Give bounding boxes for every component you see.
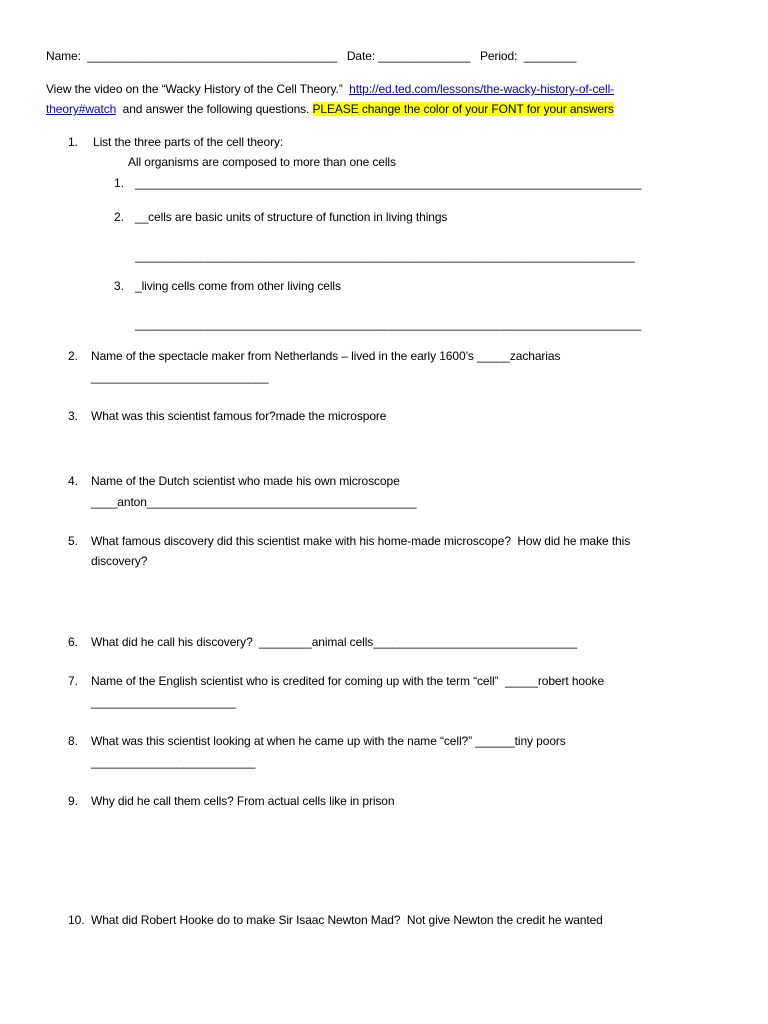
question-text: Name of the Dutch scientist who made his own microscope — [91, 474, 400, 488]
intro-text-1: View the video on the “Wacky History of the Cell Theory.” — [46, 82, 343, 96]
question-number: 8. — [68, 734, 79, 748]
question-number: 7. — [68, 674, 79, 688]
video-link-cont[interactable]: theory#watch — [46, 102, 117, 116]
question-number: 10. — [68, 913, 85, 927]
intro-text-2: and answer the following questions. — [122, 102, 310, 116]
question-text: What did he call his discovery? ________animal cells_______________________________ — [91, 635, 577, 649]
answer-line[interactable]: ____anton_________________________________________ — [91, 495, 417, 509]
question-number: 2. — [68, 349, 79, 363]
sub-number: 1. — [114, 176, 125, 190]
question-text: What was this scientist famous for?made the microspore — [91, 409, 387, 423]
video-link[interactable]: http://ed.ted.com/lessons/the-wacky-history-of-cell- — [349, 82, 615, 96]
question-number: 1. — [68, 135, 79, 149]
question-text-cont: discovery? — [91, 554, 148, 568]
question-number: 4. — [68, 474, 79, 488]
cell-theory-intro: All organisms are composed to more than one cells — [128, 155, 396, 169]
question-text: List the three parts of the cell theory: — [93, 135, 284, 149]
question-number: 3. — [68, 409, 79, 423]
sub-answer-text: _living cells come from other living cells — [135, 279, 341, 293]
question-number: 6. — [68, 635, 79, 649]
question-text: What was this scientist looking at when he came up with the name “cell?” ______tiny poors — [91, 734, 566, 748]
question-number: 9. — [68, 794, 79, 808]
name-date-period-line: Name: ______________________________________ Date: ______________ Period: ________ — [46, 49, 577, 63]
sub-answer-text: __cells are basic units of structure of function in living things — [135, 210, 448, 224]
highlight-instruction: PLEASE change the color of your FONT for your answers — [312, 102, 614, 116]
question-text: Why did he call them cells? From actual cells like in prison — [91, 794, 395, 808]
question-text: Name of the spectacle maker from Netherlands – lived in the early 1600’s _____zacharias — [91, 349, 561, 363]
question-number: 5. — [68, 534, 79, 548]
question-text: What famous discovery did this scientist make with his home-made microscope? How did he make this — [91, 534, 631, 548]
question-text: Name of the English scientist who is credited for coming up with the term “cell” _____robert hooke — [91, 674, 605, 688]
question-text: What did Robert Hooke do to make Sir Isaac Newton Mad? Not give Newton the credit he wanted — [91, 913, 603, 927]
sub-number: 2. — [114, 210, 125, 224]
answer-line[interactable]: _____________________________________________________________________________ — [135, 176, 642, 190]
sub-number: 3. — [114, 279, 125, 293]
intro-line-2 — [46, 101, 614, 117]
answer-line[interactable]: ____________________________________________________________________________ — [135, 249, 635, 263]
answer-line[interactable]: ___________________________ — [91, 370, 269, 384]
answer-line[interactable]: ______________________ — [91, 695, 236, 709]
answer-line[interactable]: _____________________________________________________________________________ — [135, 317, 642, 331]
answer-line[interactable]: _________________________ — [91, 755, 256, 769]
intro-line-1 — [46, 81, 614, 97]
